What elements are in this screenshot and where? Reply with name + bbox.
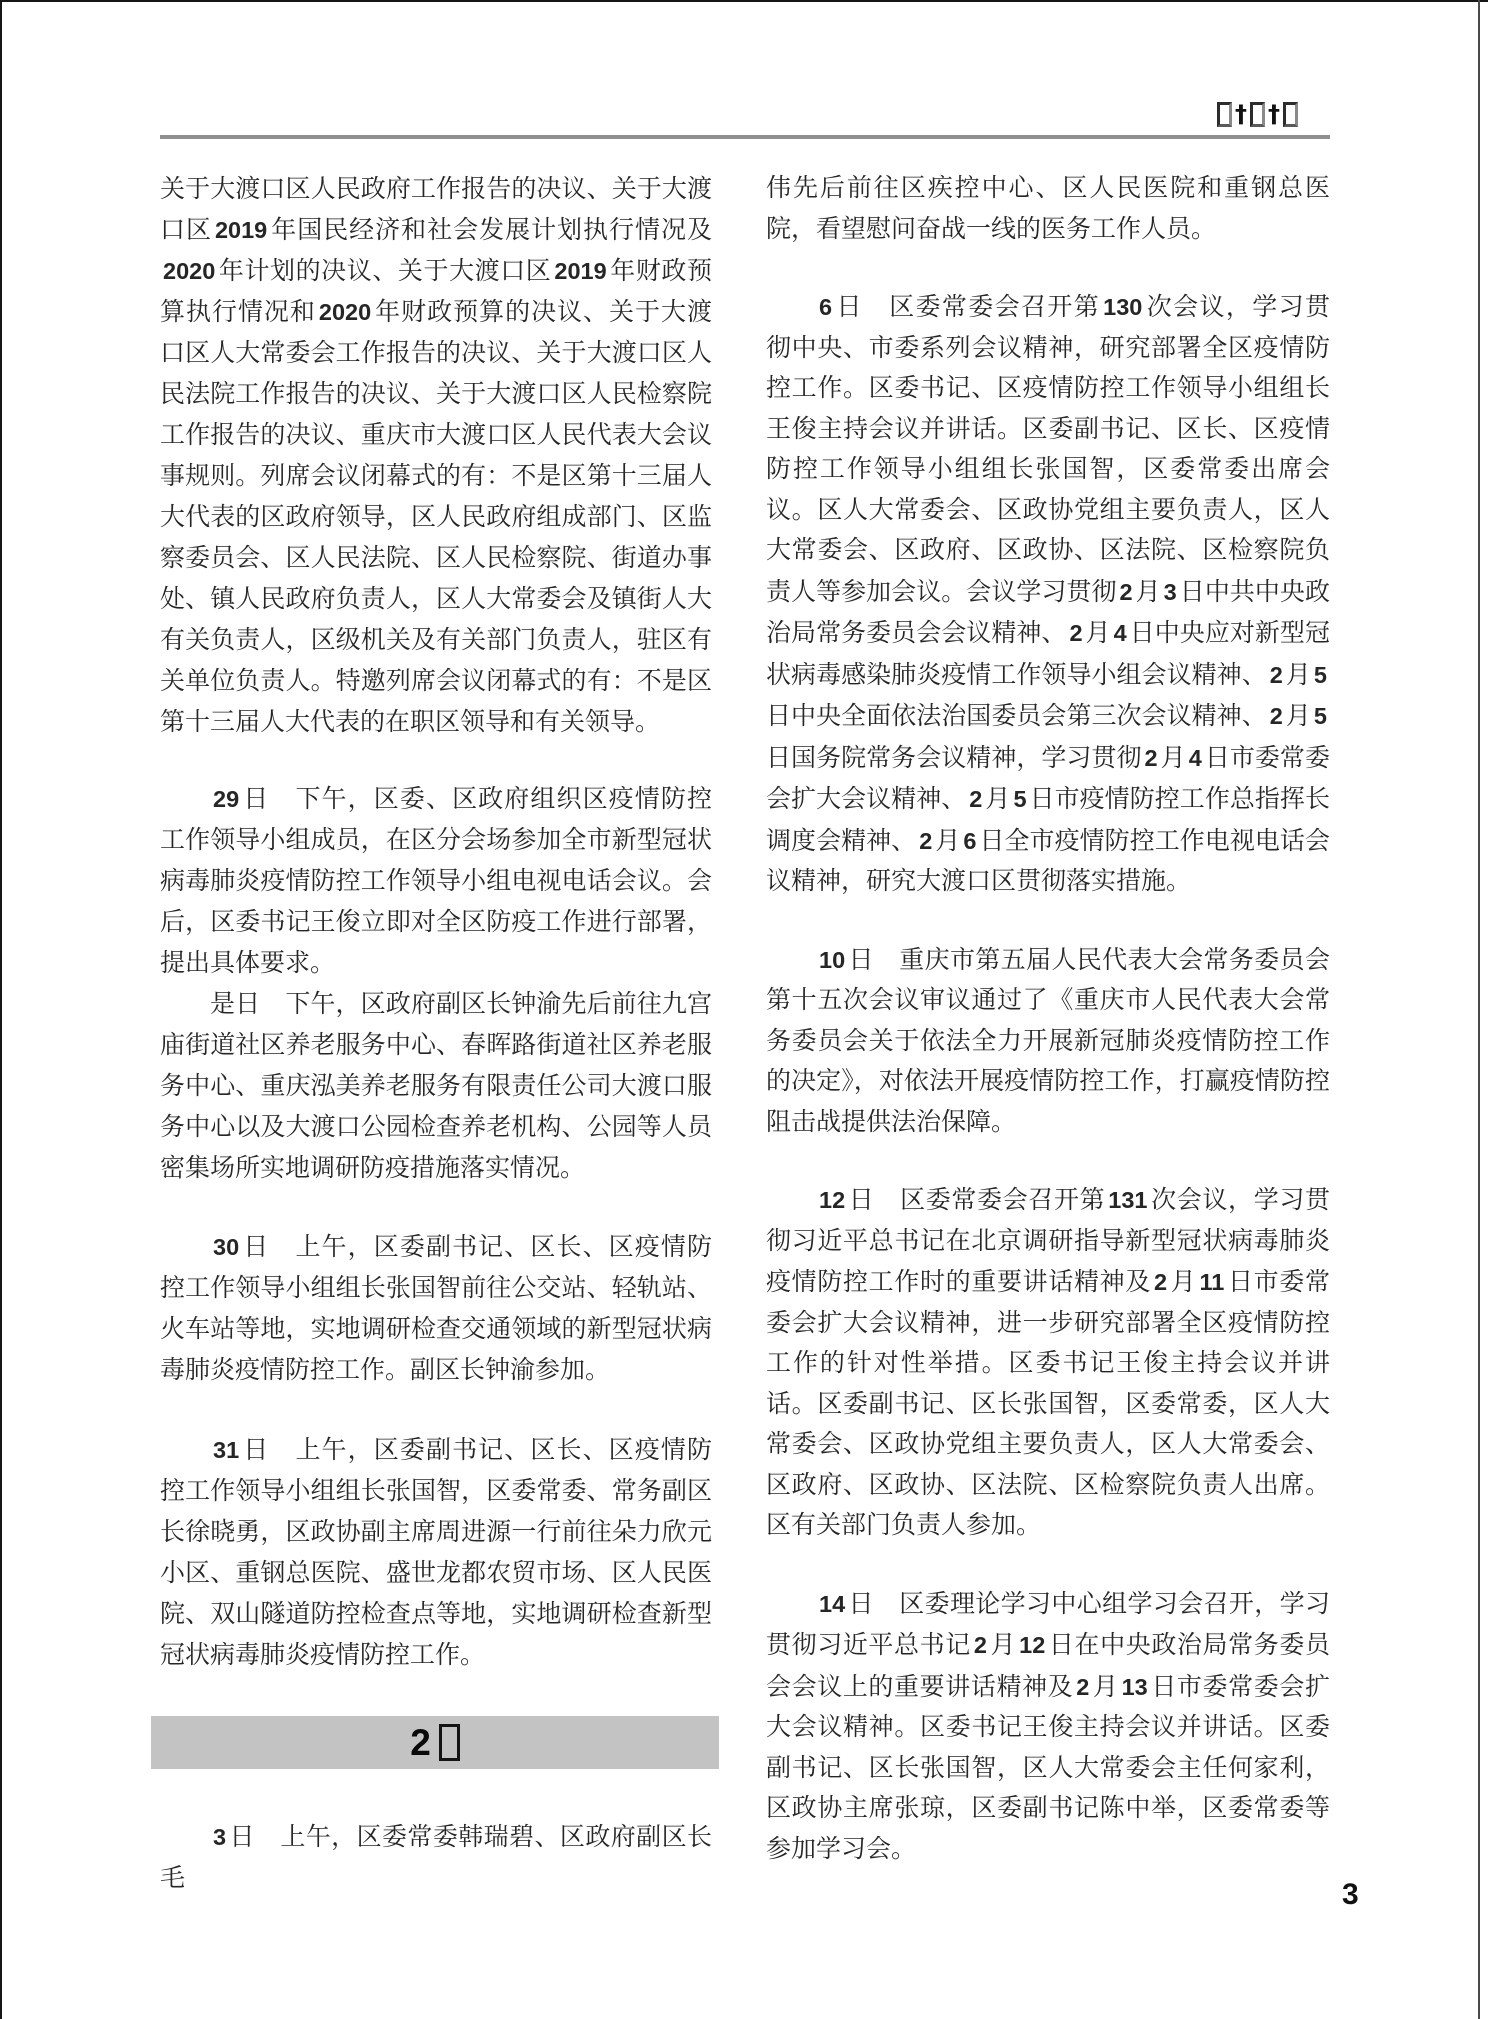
missing-glyph-box-icon: [1250, 102, 1265, 127]
numeral: 31: [213, 1437, 240, 1463]
numeral: 2: [1119, 578, 1133, 605]
right-column: [766, 169, 1330, 1870]
missing-glyph-box-icon: [1217, 102, 1232, 127]
paragraph: 伟先后前往区疾控中心、区人民医院和重钢总医院，看望慰问奋战一线的医务工作人员。: [766, 175, 1330, 243]
scan-edge-left: [0, 0, 2, 2019]
paragraph: 12 日 区委常委会召开第 131 次会议，学习贯彻习近平总书记在北京调研指导新型冠状病毒肺炎疫情防控工作时的重要讲话精神及 2 月 11 日市委常委会扩大会议精神，进一步研究部署全区疫情防控工作的针对性举措。区委书记王俊主持会议并讲话。区委副书记、区长张国智，区委常委，区人大常委会、区政协党组主要负责人，区人大常委会、区政府、区政协、区法院、区检察院负责人出席。区有关部门负责人参加。: [766, 1187, 1330, 1539]
paragraph: 14 日 区委理论学习中心组学习会召开，学习贯彻习近平总书记 2 月 12 日在中央政治局常务委员会会议上的重要讲话精神及 2 月 13 日市委常委会扩大会议精神。区委书记王俊主持会议并讲话。区委副书记、区长张国智，区人大常委会主任何家利，区政协主席张琼，区委副书记陈中举，区委常委等参加学习会。: [766, 1590, 1330, 1863]
numeral: 6: [819, 294, 833, 320]
numeral: 2: [1076, 1673, 1090, 1700]
numeral: 12: [1019, 1632, 1046, 1658]
numeral: 2020: [163, 258, 216, 284]
numeral: 4: [1188, 744, 1202, 771]
paragraph: 30 日 上午，区委副书记、区长、区疫情防控工作领导小组组长张国智前往公交站、轻轨站、火车站等地，实地调研检查交通领域的新型冠状病毒肺炎疫情防控工作。副区长钟渝参加。: [160, 1234, 712, 1384]
paragraph: 3 日 上午，区委常委韩瑞碧、区政府副区长毛: [160, 1824, 712, 1892]
numeral: 12: [819, 1187, 846, 1213]
page-number: 3: [1342, 1878, 1359, 1911]
numeral: 6: [963, 827, 977, 854]
running-head-separator: †: [1268, 100, 1280, 128]
running-head-rule: [160, 135, 1330, 139]
numeral: 131: [1108, 1187, 1148, 1213]
paragraph: 10 日 重庆市第五届人民代表大会常务委员会第十五次会议审议通过了《重庆市人民代表大会常务委员会关于依法全力开展新冠肺炎疫情防控工作的决定》，对依法开展疫情防控工作，打赢疫情防控阻击战提供法治保障。: [766, 946, 1330, 1136]
paragraph: 关于大渡口区人民政府工作报告的决议、关于大渡口区 2019 年国民经济和社会发展计划执行情况及2020 年计划的决议、关于大渡口区 2019 年财政预算执行情况和 2020 年财政预算的决议、关于大渡口区人大常委会工作报告的决议、关于大渡口区人民法院工作报告的决议、关于大渡口区人民检察院工作报告的决议、重庆市大渡口区人民代表大会议事规则。列席会议闭幕式的有：不是区第十三届人大代表的区政府领导，区人民政府组成部门、区监察委员会、区人民法院、区人民检察院、街道办事处、镇人民政府负责人，区人大常委会及镇街人大有关负责人，区级机关及有关部门负责人，驻区有关单位负责人。特邀列席会议闭幕式的有：不是区第十三届人大代表的在职区领导和有关领导。: [160, 176, 712, 736]
numeral: 2: [1154, 1269, 1168, 1295]
paragraph: 31 日 上午，区委副书记、区长、区疫情防控工作领导小组组长张国智，区委常委、常务副区长徐晓勇，区政协副主席周进源一行前往朵力欣元小区、重钢总医院、盛世龙都农贸市场、区人民医院、双山隧道防控检查点等地，实地调研检查新型冠状病毒肺炎疫情防控工作。: [160, 1437, 712, 1669]
month-banner: [151, 1716, 719, 1769]
scan-edge-top: [0, 0, 1488, 2]
paragraph: 是日 下午，区政府副区长钟渝先后前往九宫庙街道社区养老服务中心、春晖路街道社区养老服务中心、重庆泓美养老服务有限责任公司大渡口服务中心以及大渡口公园检查养老机构、公园等人员密集场所实地调研防疫措施落实情况。: [160, 991, 712, 1182]
paragraph: 6 日 区委常委会召开第 130 次会议，学习贯彻中央、市委系列会议精神，研究部署全区疫情防控工作。区委书记、区疫情防控工作领导小组组长王俊主持会议并讲话。区委副书记、区长、区疫情防控工作领导小组组长张国智，区委常委出席会议。区人大常委会、区政协党组主要负责人，区人大常委会、区政府、区政协、区法院、区检察院负责人等参加会议。会议学习贯彻 2 月 3 日中共中央政治局常务委员会会议精神、 2 月 4 日中央应对新型冠状病毒感染肺炎疫情工作领导小组会议精神、 2 月 5日中央全面依法治国委员会第三次会议精神、 2 月 5日国务院常务会议精神，学习贯彻 2 月 4 日市委常委会扩大会议精神、 2 月 5 日市疫情防控工作总指挥长调度会精神、 2 月 6 日全市疫情防控工作电视电话会议精神，研究大渡口区贯彻落实措施。: [766, 294, 1330, 895]
numeral: 30: [213, 1234, 240, 1260]
numeral: 2: [1144, 744, 1158, 771]
running-head-separator: †: [1235, 100, 1247, 128]
numeral: 2: [1069, 620, 1083, 646]
numeral: 11: [1199, 1269, 1225, 1295]
numeral: 14: [819, 1590, 846, 1617]
numeral: 5: [1313, 661, 1327, 688]
numeral: 29: [213, 786, 240, 812]
numeral: 3: [213, 1824, 227, 1850]
numeral: 2019: [554, 258, 607, 284]
left-column: [160, 169, 712, 1899]
numeral: 4: [1113, 620, 1127, 646]
numeral: 2: [919, 827, 933, 854]
running-head: [1217, 99, 1298, 129]
numeral: 5: [1313, 703, 1327, 729]
month-banner-number: 2: [410, 1722, 431, 1763]
numeral: 13: [1121, 1673, 1148, 1700]
missing-glyph-box-icon: [439, 1724, 460, 1761]
numeral: 2: [1269, 661, 1283, 688]
numeral: 2020: [318, 299, 372, 325]
numeral: 3: [1163, 578, 1177, 605]
numeral: 5: [1013, 786, 1027, 812]
numeral: 2: [1269, 703, 1283, 729]
numeral: 130: [1103, 294, 1143, 320]
numeral: 10: [819, 946, 846, 973]
scan-edge-right: [1478, 0, 1480, 2019]
numeral: 2: [969, 786, 983, 812]
numeral: 2019: [214, 217, 268, 243]
missing-glyph-box-icon: [1283, 102, 1298, 127]
paragraph: 29 日 下午，区委、区政府组织区疫情防控工作领导小组成员，在区分会场参加全市新型冠状病毒肺炎疫情防控工作领导小组电视电话会议。会后，区委书记王俊立即对全区防疫工作进行部署，提出具体要求。: [160, 786, 712, 977]
numeral: 2: [973, 1632, 987, 1658]
